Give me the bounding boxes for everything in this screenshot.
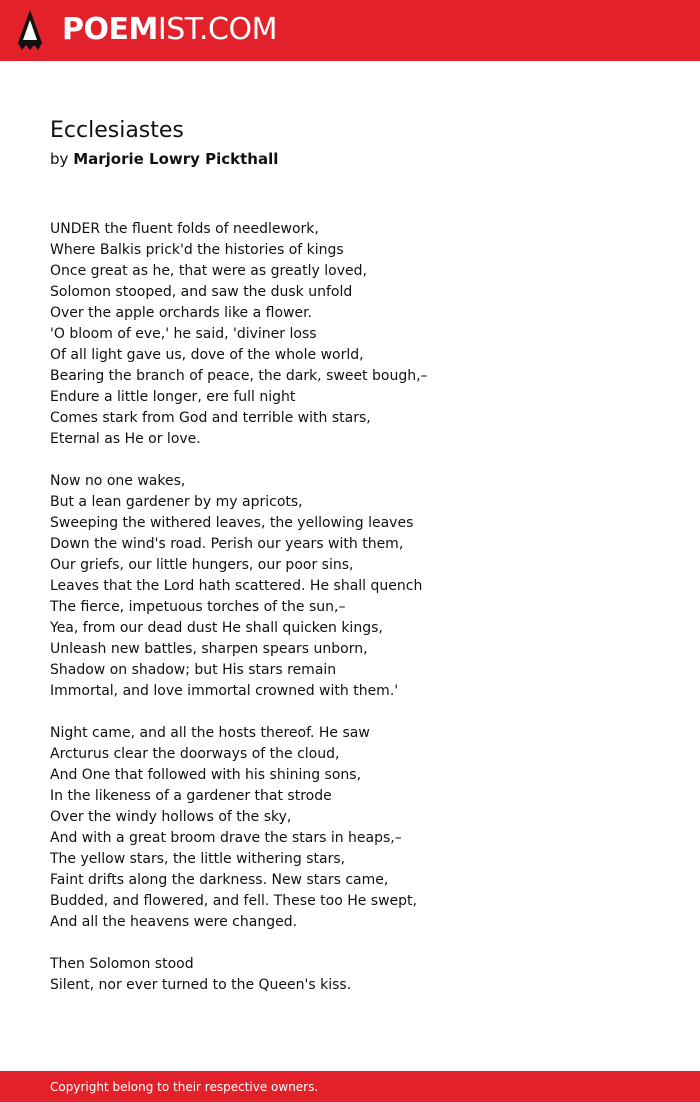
poem-line: And all the heavens were changed. (50, 914, 298, 930)
poem-line: And with a great broom drave the stars in heaps,– (50, 830, 402, 846)
poem-line: Where Balkis prick'd the histories of kings (50, 242, 344, 258)
poem-title: Ecclesiastes (50, 118, 184, 143)
poem-body (50, 219, 670, 1017)
author-name: Marjorie Lowry Pickthall (73, 150, 279, 168)
poem-line: Of all light gave us, dove of the whole world, (50, 347, 364, 363)
stanza (50, 471, 670, 702)
poem-line: Arcturus clear the doorways of the cloud, (50, 746, 340, 762)
poem-line: Bearing the branch of peace, the dark, sweet bough,– (50, 368, 428, 384)
stanza (50, 219, 670, 450)
poem-line: In the likeness of a gardener that strode (50, 788, 332, 804)
pen-nib-icon (17, 9, 43, 51)
poem-line: And One that followed with his shining sons, (50, 767, 362, 783)
poem-line: Solomon stooped, and saw the dusk unfold (50, 284, 353, 300)
poem-line: Silent, nor ever turned to the Queen's kiss. (50, 977, 352, 993)
stanza (50, 954, 670, 996)
poem-line: Over the windy hollows of the sky, (50, 809, 292, 825)
poem-line: 'O bloom of eve,' he said, 'diviner loss (50, 326, 317, 342)
poem-line: Shadow on shadow; but His stars remain (50, 662, 337, 678)
logo-wordmark-light: IST.COM (157, 12, 277, 47)
poem-line: Immortal, and love immortal crowned with them.' (50, 683, 399, 699)
poem-line: Our griefs, our little hungers, our poor sins, (50, 557, 354, 573)
stanza (50, 723, 670, 933)
poem-line: Comes stark from God and terrible with stars, (50, 410, 371, 426)
poem-line: Endure a little longer, ere full night (50, 389, 296, 405)
poem-line: The fierce, impetuous torches of the sun,– (50, 599, 346, 615)
poem-line: But a lean gardener by my apricots, (50, 494, 303, 510)
poem-line: Budded, and flowered, and fell. These too He swept, (50, 893, 417, 909)
by-label: by (50, 150, 69, 168)
site-footer (0, 1071, 700, 1102)
poem-line: Eternal as He or love. (50, 431, 201, 447)
site-header (0, 0, 700, 61)
site-logo[interactable] (62, 10, 277, 50)
byline (50, 148, 278, 170)
poem-line: Down the wind's road. Perish our years with them, (50, 536, 404, 552)
poem-line: Unleash new battles, sharpen spears unborn, (50, 641, 368, 657)
poem-line: Faint drifts along the darkness. New stars came, (50, 872, 389, 888)
poem-line: Then Solomon stood (50, 956, 194, 972)
copyright-notice: Copyright belong to their respective owners. (50, 1080, 319, 1094)
poem-line: Once great as he, that were as greatly loved, (50, 263, 367, 279)
poem-line: UNDER the fluent folds of needlework, (50, 221, 319, 237)
poem-line: Night came, and all the hosts thereof. He saw (50, 725, 370, 741)
poem-line: Leaves that the Lord hath scattered. He shall quench (50, 578, 423, 594)
poem-line: Yea, from our dead dust He shall quicken kings, (50, 620, 383, 636)
poem-line: Now no one wakes, (50, 473, 186, 489)
logo-wordmark-bold: POEM (62, 12, 158, 47)
poem-line: Sweeping the withered leaves, the yellowing leaves (50, 515, 414, 531)
poem-line: Over the apple orchards like a flower. (50, 305, 313, 321)
poem-line: The yellow stars, the little withering stars, (50, 851, 346, 867)
